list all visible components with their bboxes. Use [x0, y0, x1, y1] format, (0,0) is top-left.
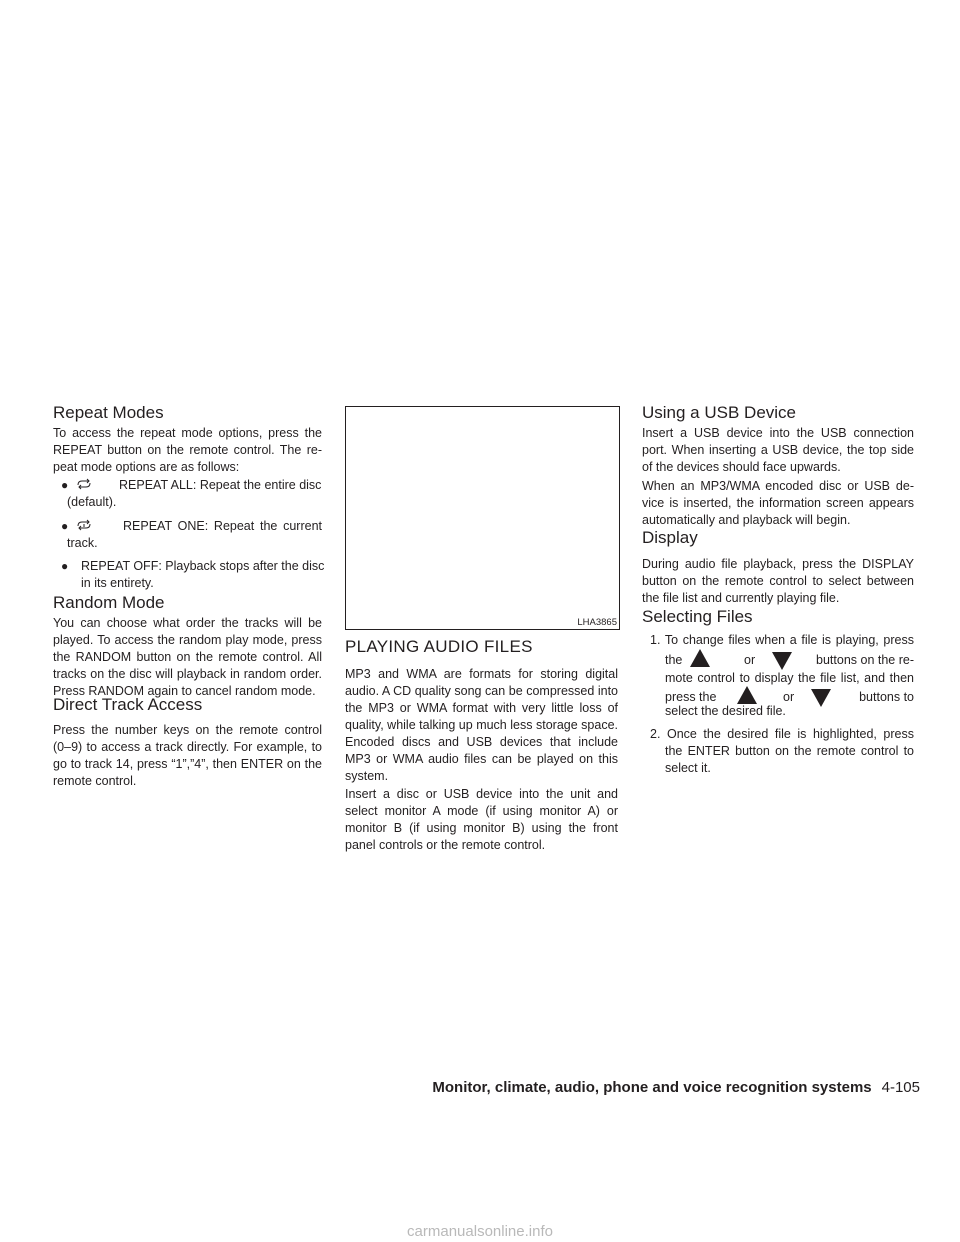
down-arrow-icon [772, 652, 792, 670]
random-body: You can choose what order the tracks will be played. To access the random play mode, press the RANDOM button on the remote control. All tracks on the disc will playback in random order. Press RANDOM again to cancel random mode. [53, 616, 322, 698]
step-2-cont: the ENTER button on the remote control to select it. [665, 744, 914, 775]
step-1: 1. To change files when a file is playing, press [650, 633, 914, 647]
playing-p2: Insert a disc or USB device into the unit and select monitor A mode (if using monitor A) or monitor B (if using monitor B) using the front panel controls or the remote control. [345, 787, 618, 852]
repeat-intro: To access the repeat mode options, press the REPEAT button on the remote control. The re- peat mode options are as follows: [53, 426, 322, 474]
step-1-line-4: press the or buttons to [665, 689, 914, 709]
figure-lha3865 [345, 406, 620, 630]
page-footer [432, 1079, 920, 1096]
heading-using-usb-device: Using a USB Device [642, 403, 797, 422]
heading-display: Display [642, 528, 698, 547]
up-arrow-icon-2 [737, 686, 757, 704]
repeat-all-icon [75, 478, 93, 490]
figure-label: LHA3865 [577, 617, 617, 628]
footer-section-title: Monitor, climate, audio, phone and voice recognition systems [432, 1079, 872, 1096]
heading-direct-track-access: Direct Track Access [53, 695, 203, 714]
heading-random-mode: Random Mode [53, 593, 165, 612]
watermark: carmanualsonline.info [407, 1223, 553, 1240]
heading-playing-audio-files: PLAYING AUDIO FILES [345, 637, 533, 656]
playing-p1: MP3 and WMA are formats for storing digital audio. A CD quality song can be compressed into the MP3 or WMA format with very little loss of quality, while talking up much less storage space. Encoded discs and USB devices that include MP3 or WMA audio files can be played on this system. [345, 667, 618, 783]
direct-body: Press the number keys on the remote control (0–9) to access a track directly. For example, to go to track 14, press “1”,”4”, then ENTER on the remote control. [53, 723, 322, 788]
heading-repeat-modes: Repeat Modes [53, 403, 164, 422]
display-body: During audio file playback, press the DISPLAY button on the remote control to select between the file list and currently playing file. [642, 557, 914, 605]
step-2: 2. Once the desired file is highlighted, press [650, 727, 914, 741]
usb-p1: Insert a USB device into the USB connection port. When inserting a USB device, the top side of the devices should face upwards. [642, 426, 914, 474]
step-1-line-2: the or buttons on the re- [665, 652, 914, 672]
step-1-line-5: select the desired file. [665, 704, 786, 718]
repeat-one-icon [75, 519, 93, 531]
usb-p2: When an MP3/WMA encoded disc or USB de- vice is inserted, the information screen appears automatically and playback will begin. [642, 479, 914, 527]
heading-selecting-files: Selecting Files [642, 607, 753, 626]
page-number: 4-105 [881, 1079, 920, 1096]
step-1-line-3: mote control to display the file list, and then [665, 671, 914, 685]
up-arrow-icon [690, 649, 710, 667]
